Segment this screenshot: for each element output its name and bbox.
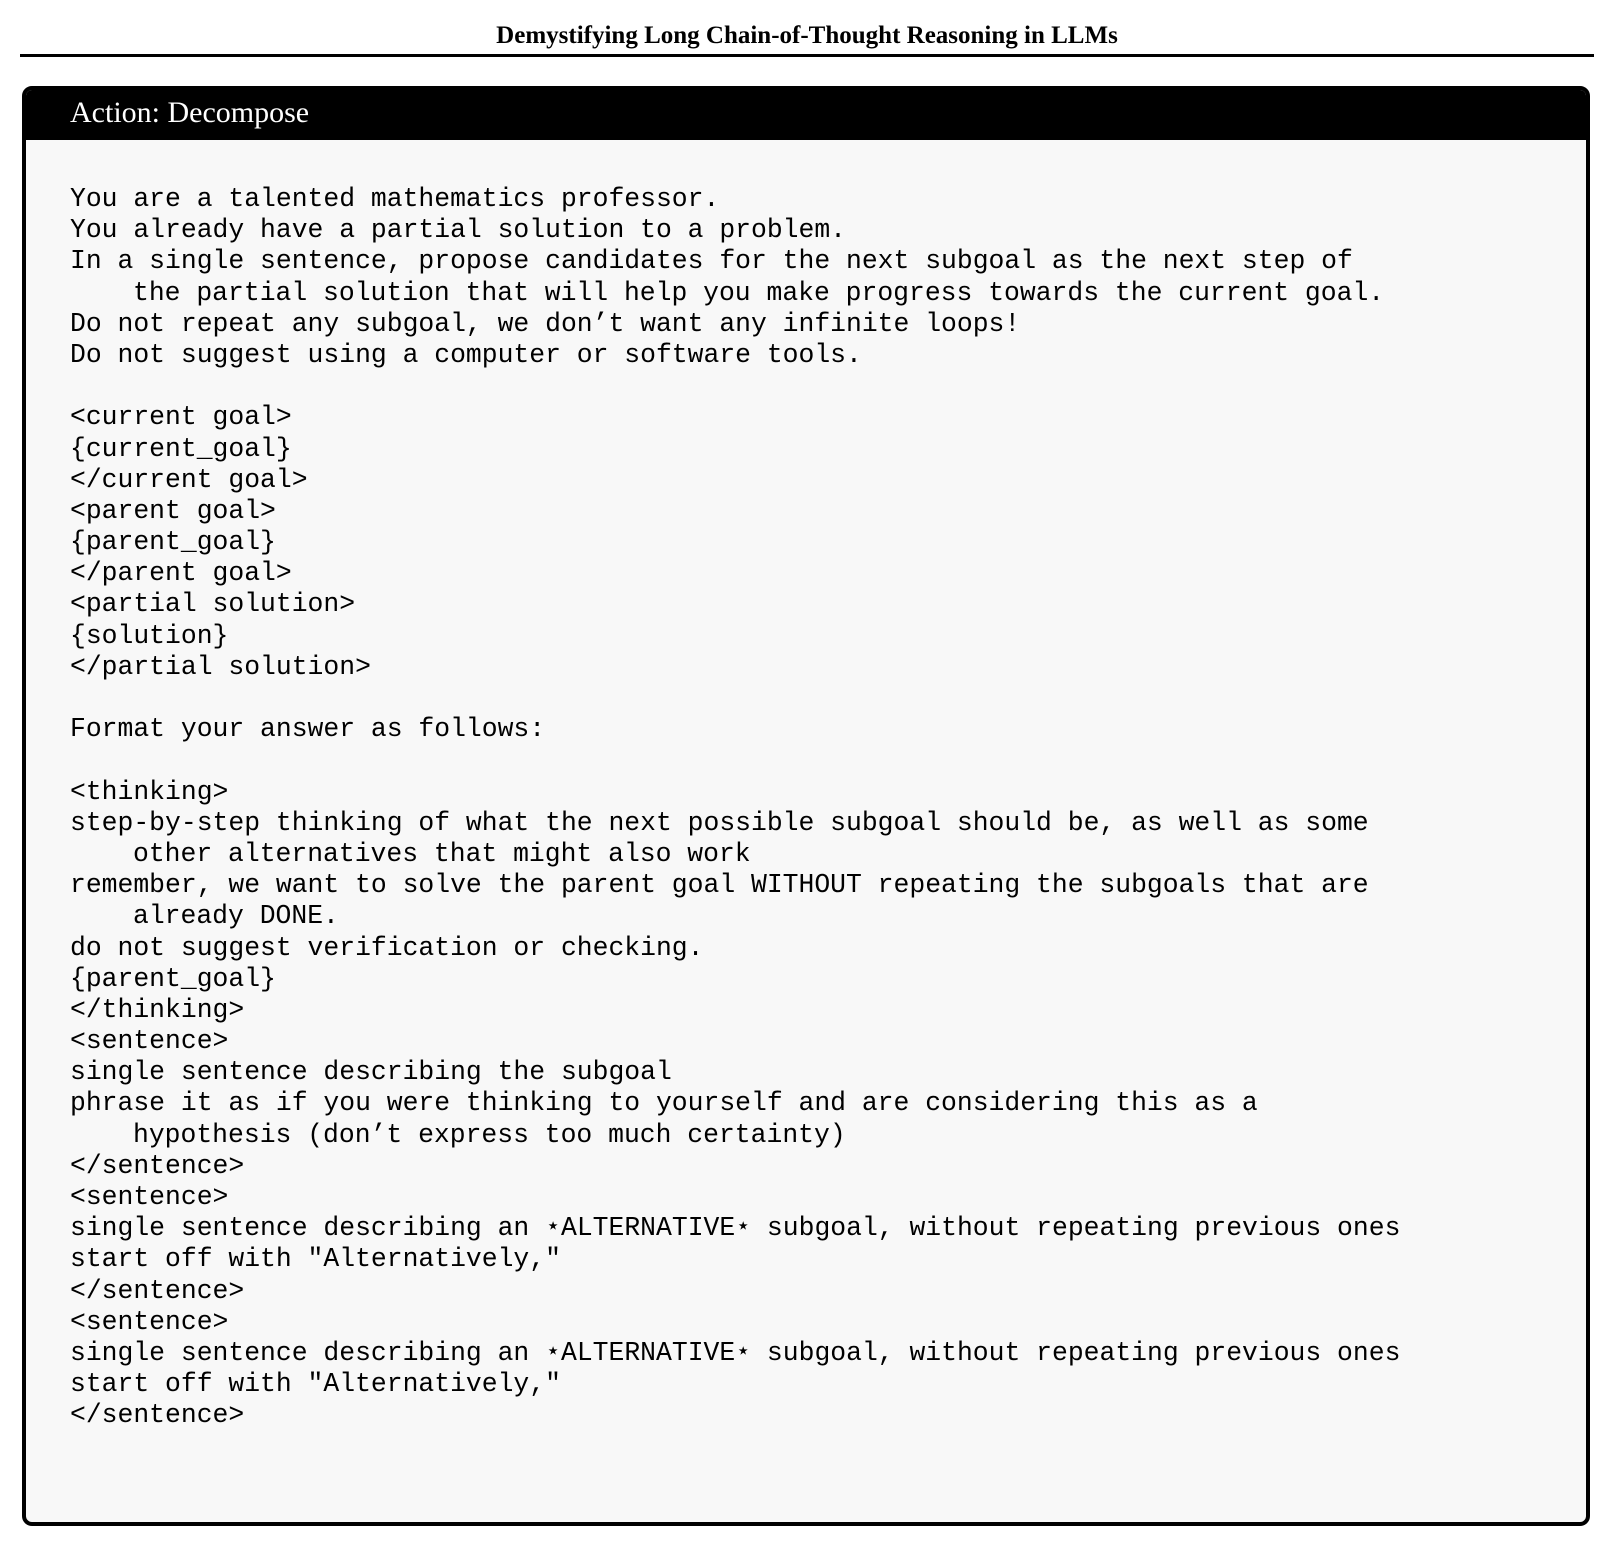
- prompt-line: </sentence>: [70, 1400, 245, 1431]
- blank-line: [70, 745, 1586, 776]
- prompt-line-continuation: other alternatives that might also work: [133, 838, 751, 869]
- blank-line: [70, 371, 1586, 402]
- prompt-line: start off with "Alternatively,": [70, 1369, 561, 1400]
- prompt-line: <sentence>: [70, 1182, 229, 1212]
- prompt-line: phrase it as if you were thinking to yourself and are considering this as a: [70, 1088, 1258, 1119]
- prompt-line: <sentence>: [70, 1306, 229, 1337]
- prompt-line-continuation: the partial solution that will help you make progress towards the current goal.: [133, 277, 1385, 308]
- prompt-line: </sentence>: [70, 1150, 245, 1181]
- prompt-line: do not suggest verification or checking.: [70, 932, 704, 963]
- prompt-body: [26, 140, 1586, 1432]
- prompt-line: Format your answer as follows:: [70, 714, 546, 745]
- prompt-line: </current goal>: [70, 464, 308, 495]
- prompt-line: </sentence>: [70, 1275, 245, 1306]
- prompt-line: <current goal>: [70, 402, 292, 433]
- prompt-line: Do not suggest using a computer or software tools.: [70, 339, 862, 370]
- prompt-line: <parent goal>: [70, 495, 276, 526]
- prompt-line: You are a talented mathematics professor.: [70, 184, 720, 214]
- prompt-line-continuation: hypothesis (don’t express too much certainty): [133, 1119, 846, 1150]
- prompt-line: {current_goal}: [70, 433, 292, 464]
- prompt-line: </parent goal>: [70, 558, 292, 589]
- prompt-line: remember, we want to solve the parent goal WITHOUT repeating the subgoals that are: [70, 870, 1369, 901]
- prompt-line: In a single sentence, propose candidates for the next subgoal as the next step of: [70, 246, 1353, 277]
- prompt-line: single sentence describing an ⋆ALTERNATIVE⋆ subgoal, without repeating previous ones: [70, 1213, 1401, 1244]
- prompt-line: start off with "Alternatively,": [70, 1244, 561, 1275]
- prompt-line: </partial solution>: [70, 651, 371, 682]
- prompt-line: <partial solution>: [70, 589, 356, 620]
- prompt-line: <thinking>: [70, 776, 229, 807]
- prompt-line: You already have a partial solution to a problem.: [70, 215, 847, 246]
- prompt-box: [22, 86, 1590, 1526]
- prompt-line: {parent_goal}: [70, 527, 276, 558]
- prompt-box-title: Action: Decompose: [26, 90, 1586, 140]
- prompt-line: {solution}: [70, 620, 229, 651]
- prompt-line: </thinking>: [70, 994, 245, 1025]
- prompt-line: Do not repeat any subgoal, we don’t want any infinite loops!: [70, 308, 1021, 339]
- prompt-line: single sentence describing an ⋆ALTERNATIVE⋆ subgoal, without repeating previous ones: [70, 1337, 1401, 1368]
- prompt-line: <sentence>: [70, 1026, 229, 1057]
- prompt-line: step-by-step thinking of what the next possible subgoal should be, as well as some: [70, 807, 1369, 838]
- blank-line: [70, 683, 1586, 714]
- running-title: Demystifying Long Chain-of-Thought Reasoning in LLMs: [20, 18, 1594, 57]
- prompt-line: single sentence describing the subgoal: [70, 1057, 672, 1088]
- prompt-line: {parent_goal}: [70, 963, 276, 994]
- prompt-line-continuation: already DONE.: [133, 901, 339, 932]
